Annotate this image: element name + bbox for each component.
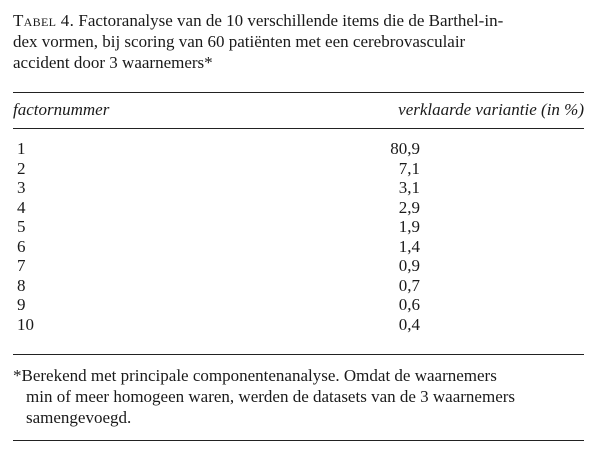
table-label: Tabel 4. <box>13 11 75 30</box>
table-row <box>13 217 584 237</box>
factor-number: 1 <box>17 139 26 158</box>
table-row <box>13 178 584 198</box>
caption-line-1: Factoranalyse van de 10 verschillende items die de Barthel-in- <box>74 11 504 30</box>
variance-value: 80,9 <box>390 139 420 158</box>
variance-value: 0,9 <box>398 256 420 275</box>
table-row <box>13 315 584 335</box>
table-header-rule <box>13 128 584 129</box>
footnote-line-1: *Berekend met principale componentenanalyse. Omdat de waarnemers <box>13 366 497 385</box>
factor-number: 2 <box>17 158 26 178</box>
header-factornummer: factornummer <box>13 100 110 119</box>
table-top-rule <box>13 92 584 93</box>
table-row <box>13 256 584 276</box>
table-bottom-rule <box>13 354 584 355</box>
factor-number: 9 <box>17 295 26 314</box>
variance-value: 1,9 <box>398 217 420 236</box>
table-footnote <box>13 365 587 428</box>
factor-number: 6 <box>17 236 26 256</box>
factor-number: 10 <box>17 314 34 334</box>
caption-line-3: accident door 3 waarnemers* <box>13 53 213 72</box>
variance-value: 0,4 <box>398 314 420 334</box>
table-body <box>13 139 584 334</box>
header-verklaarde-variantie: verklaarde variantie (in %) <box>398 100 584 119</box>
factor-number: 7 <box>17 256 26 275</box>
table-row <box>13 237 584 257</box>
footnote-line-2: min of meer homogeen waren, werden de datasets van de 3 waarnemers <box>26 387 516 406</box>
variance-value: 3,1 <box>398 178 420 197</box>
factor-number: 4 <box>17 197 26 217</box>
factor-number: 3 <box>17 178 26 197</box>
variance-value: 1,4 <box>398 236 420 256</box>
factor-number: 8 <box>17 275 26 295</box>
variance-value: 2,9 <box>398 197 420 217</box>
footnote-line-3: samengevoegd. <box>26 408 132 427</box>
variance-value: 0,6 <box>398 295 420 314</box>
table-row <box>13 139 584 159</box>
table-row <box>13 295 584 315</box>
table-row <box>13 159 584 179</box>
table-row <box>13 276 584 296</box>
footnote-bottom-rule <box>13 440 584 441</box>
variance-value: 0,7 <box>398 275 420 295</box>
variance-value: 7,1 <box>398 158 420 178</box>
caption-line-2: dex vormen, bij scoring van 60 patiënten met een cerebrovasculair <box>13 32 466 51</box>
table-caption <box>13 10 585 73</box>
table-row <box>13 198 584 218</box>
factor-number: 5 <box>17 217 26 236</box>
